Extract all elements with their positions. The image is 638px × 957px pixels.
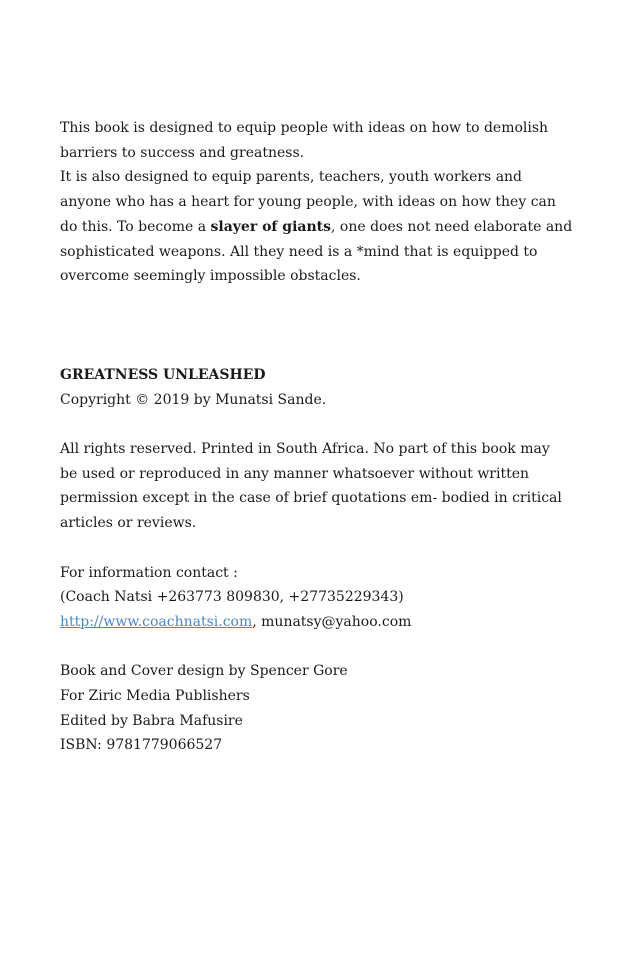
rights-line: All rights reserved. Printed in South Africa. No part of this book may [60,441,550,458]
intro-line: sophisticated weapons. All they need is a *mind that is equipped to [60,243,538,260]
contact-section [60,561,560,635]
intro-line: This book is designed to equip people with ideas on how to demolish [60,120,549,136]
rights-line: be used or reproduced in any manner whatsoever without written [60,465,530,482]
intro-line: It is also designed to equip parents, teachers, youth workers and [60,169,523,186]
book-title: GREATNESS UNLEASHED [60,366,266,383]
intro-text: , one does not need elaborate and [331,218,573,235]
credits-section [60,659,560,758]
spacer [60,536,560,561]
spacer [60,635,560,660]
intro-line [60,215,573,240]
intro-paragraph [60,116,573,289]
intro-line: barriers to success and greatness. [60,144,305,161]
isbn: ISBN: 9781779066527 [60,737,223,754]
website-link[interactable]: http://www.coachnatsi.com [60,613,253,630]
email-text: , munatsy@yahoo.com [252,613,412,630]
design-credit: Book and Cover design by Spencer Gore [60,663,348,680]
book-front-matter-page [60,116,573,758]
copyright-section [60,363,560,536]
spacer [60,412,560,437]
publisher-credit: For Ziric Media Publishers [60,688,250,705]
contact-web-email [60,610,560,635]
intro-line: anyone who has a heart for young people, with ideas on how they can [60,194,556,211]
rights-line: permission except in the case of brief quotations em- bodied in critical [60,490,562,507]
intro-text: do this. To become a [60,218,211,235]
copyright-notice: Copyright © 2019 by Munatsi Sande. [60,391,327,408]
contact-phones: (Coach Natsi +263773 809830, +27735229343) [60,589,404,606]
slayer-of-giants-emphasis: slayer of giants [210,218,332,235]
editor-credit: Edited by Babra Mafusire [60,712,243,729]
intro-line: overcome seemingly impossible obstacles. [60,268,361,285]
rights-line: articles or reviews. [60,515,197,532]
spacer [60,289,560,363]
contact-heading: For information contact : [60,564,238,581]
